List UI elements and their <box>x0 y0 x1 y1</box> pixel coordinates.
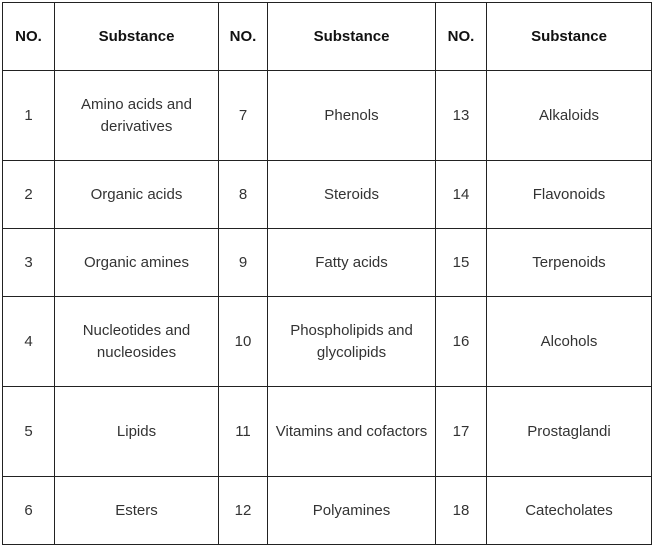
cell-no: 12 <box>219 477 268 545</box>
cell-no: 3 <box>3 229 55 297</box>
cell-substance: Flavonoids <box>487 161 652 229</box>
cell-no: 18 <box>436 477 487 545</box>
cell-no: 7 <box>219 71 268 161</box>
cell-no: 9 <box>219 229 268 297</box>
cell-substance: Lipids <box>55 387 219 477</box>
table-row <box>3 229 652 297</box>
header-substance: Substance <box>55 3 219 71</box>
cell-no: 1 <box>3 71 55 161</box>
cell-substance: Nucleotides and nucleosides <box>55 297 219 387</box>
cell-substance: Vitamins and cofactors <box>268 387 436 477</box>
header-row <box>3 3 652 71</box>
cell-no: 13 <box>436 71 487 161</box>
cell-substance: Esters <box>55 477 219 545</box>
cell-no: 15 <box>436 229 487 297</box>
header-no: NO. <box>436 3 487 71</box>
header-no: NO. <box>219 3 268 71</box>
header-no: NO. <box>3 3 55 71</box>
cell-substance: Phospholipids and glycolipids <box>268 297 436 387</box>
cell-no: 16 <box>436 297 487 387</box>
cell-no: 5 <box>3 387 55 477</box>
substance-table <box>2 2 652 545</box>
cell-no: 8 <box>219 161 268 229</box>
cell-no: 11 <box>219 387 268 477</box>
cell-substance: Steroids <box>268 161 436 229</box>
table-row <box>3 387 652 477</box>
cell-substance: Organic acids <box>55 161 219 229</box>
cell-substance: Fatty acids <box>268 229 436 297</box>
cell-substance: Organic amines <box>55 229 219 297</box>
cell-substance: Alkaloids <box>487 71 652 161</box>
cell-no: 14 <box>436 161 487 229</box>
cell-substance: Phenols <box>268 71 436 161</box>
table-row <box>3 477 652 545</box>
table-row <box>3 71 652 161</box>
cell-substance: Prostaglandi <box>487 387 652 477</box>
cell-no: 17 <box>436 387 487 477</box>
cell-no: 4 <box>3 297 55 387</box>
header-substance: Substance <box>268 3 436 71</box>
cell-substance: Amino acids and derivatives <box>55 71 219 161</box>
cell-substance: Polyamines <box>268 477 436 545</box>
table-row <box>3 297 652 387</box>
header-substance: Substance <box>487 3 652 71</box>
cell-no: 6 <box>3 477 55 545</box>
cell-no: 2 <box>3 161 55 229</box>
cell-substance: Terpenoids <box>487 229 652 297</box>
table-row <box>3 161 652 229</box>
cell-substance: Alcohols <box>487 297 652 387</box>
cell-no: 10 <box>219 297 268 387</box>
cell-substance: Catecholates <box>487 477 652 545</box>
